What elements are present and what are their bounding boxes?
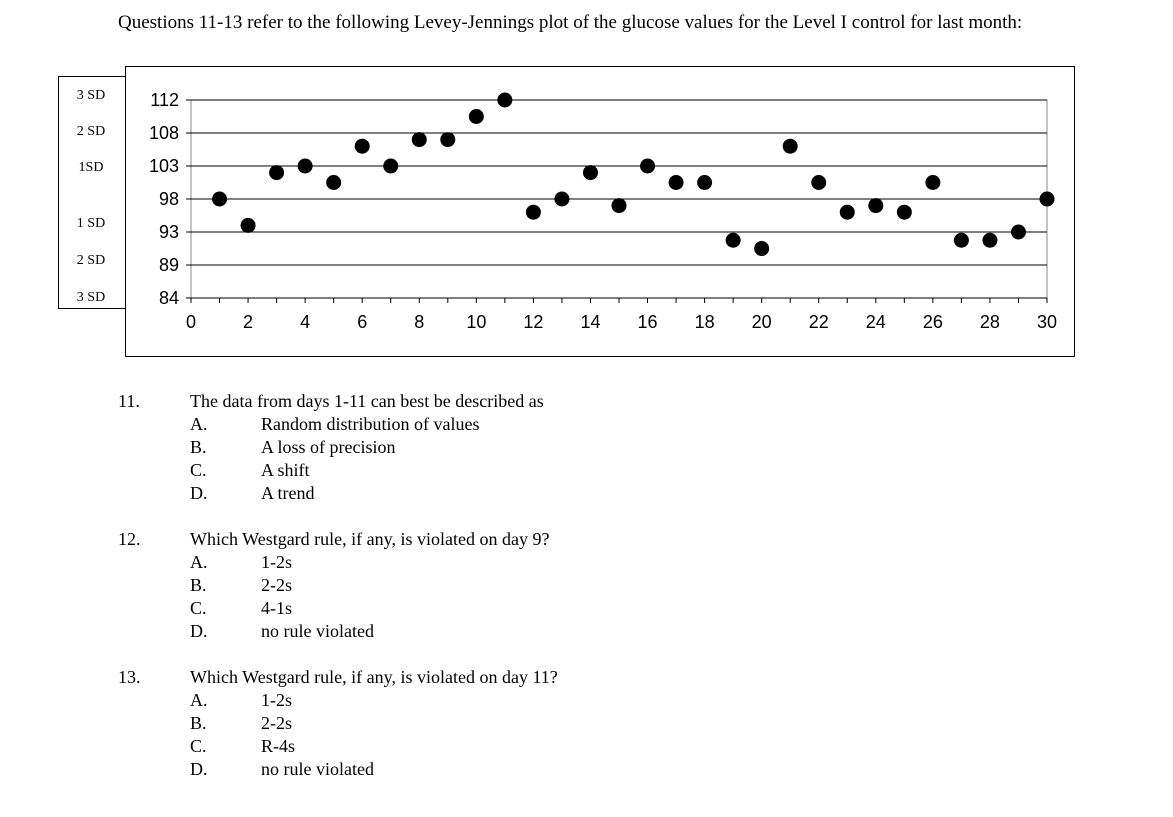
data-point bbox=[355, 139, 370, 154]
option-text: A trend bbox=[261, 483, 315, 503]
option-letter: B. bbox=[190, 713, 207, 733]
question-stem: Which Westgard rule, if any, is violated on day 11? bbox=[190, 667, 558, 687]
x-tick-label: 6 bbox=[357, 312, 368, 332]
option-letter: A. bbox=[190, 690, 208, 710]
option-text: A shift bbox=[261, 460, 310, 480]
data-point bbox=[469, 109, 484, 124]
option-letter: A. bbox=[190, 552, 208, 572]
data-point bbox=[811, 175, 826, 190]
option-text: no rule violated bbox=[261, 759, 374, 779]
x-tick-label: 2 bbox=[243, 312, 254, 332]
data-point bbox=[383, 159, 398, 174]
sd-label: 3 SD bbox=[76, 290, 106, 305]
data-point bbox=[754, 241, 769, 256]
data-point bbox=[497, 93, 512, 108]
data-point bbox=[840, 205, 855, 220]
data-point bbox=[241, 218, 256, 233]
x-tick-label: 24 bbox=[865, 312, 886, 332]
x-tick-label: 26 bbox=[922, 312, 943, 332]
y-tick-label: 89 bbox=[158, 255, 179, 275]
option-text: 1-2s bbox=[261, 690, 292, 710]
data-point bbox=[954, 233, 969, 248]
option-letter: C. bbox=[190, 736, 207, 756]
x-tick-label: 4 bbox=[300, 312, 311, 332]
levey-jennings-chart bbox=[125, 66, 1075, 357]
x-tick-label: 30 bbox=[1036, 312, 1058, 332]
y-tick-label: 93 bbox=[158, 222, 179, 242]
question-number: 11. bbox=[118, 391, 140, 411]
y-tick-label: 84 bbox=[158, 288, 179, 308]
option-text: 4-1s bbox=[261, 598, 292, 618]
y-tick-label: 108 bbox=[148, 123, 179, 143]
data-point bbox=[440, 132, 455, 147]
intro-text: Questions 11-13 refer to the following Levey-Jennings plot of the glucose values for the Level I control for last month: bbox=[118, 12, 1023, 33]
option-letter: C. bbox=[190, 598, 207, 618]
x-tick-label: 16 bbox=[637, 312, 658, 332]
y-tick-label: 98 bbox=[158, 189, 179, 209]
data-point bbox=[669, 175, 684, 190]
option-text: A loss of precision bbox=[261, 437, 396, 457]
data-point bbox=[697, 175, 712, 190]
x-tick-label: 20 bbox=[751, 312, 772, 332]
x-tick-label: 18 bbox=[694, 312, 715, 332]
sd-label: 1 SD bbox=[76, 216, 106, 231]
option-letter: A. bbox=[190, 414, 208, 434]
data-point bbox=[897, 205, 912, 220]
option-text: 2-2s bbox=[261, 575, 292, 595]
x-tick-label: 22 bbox=[808, 312, 829, 332]
option-letter: C. bbox=[190, 460, 207, 480]
sd-label: 3 SD bbox=[76, 88, 106, 103]
sd-label: 2 SD bbox=[76, 253, 106, 268]
data-point bbox=[1011, 225, 1026, 240]
data-point bbox=[269, 165, 284, 180]
option-text: 1-2s bbox=[261, 552, 292, 572]
x-tick-label: 12 bbox=[523, 312, 544, 332]
data-point bbox=[212, 192, 227, 207]
data-point bbox=[526, 205, 541, 220]
option-letter: D. bbox=[190, 483, 208, 503]
data-point bbox=[554, 192, 569, 207]
option-text: Random distribution of values bbox=[261, 414, 480, 434]
x-tick-label: 28 bbox=[979, 312, 1000, 332]
y-tick-label: 112 bbox=[150, 90, 179, 110]
data-point bbox=[726, 233, 741, 248]
option-text: 2-2s bbox=[261, 713, 292, 733]
data-point bbox=[982, 233, 997, 248]
y-tick-label: 103 bbox=[148, 156, 179, 176]
option-text: R-4s bbox=[261, 736, 296, 756]
x-tick-label: 14 bbox=[580, 312, 601, 332]
question-stem: The data from days 1-11 can best be described as bbox=[190, 391, 544, 411]
sd-label: 1SD bbox=[78, 160, 104, 175]
option-letter: D. bbox=[190, 621, 208, 641]
data-point bbox=[612, 198, 627, 213]
data-point bbox=[326, 175, 341, 190]
data-point bbox=[925, 175, 940, 190]
x-tick-label: 10 bbox=[466, 312, 487, 332]
question-number: 12. bbox=[118, 529, 141, 549]
sd-label: 2 SD bbox=[76, 124, 106, 139]
data-point bbox=[412, 132, 427, 147]
data-point bbox=[298, 159, 313, 174]
option-letter: B. bbox=[190, 437, 207, 457]
chart-svg bbox=[126, 67, 1076, 358]
x-tick-label: 0 bbox=[185, 312, 197, 332]
option-letter: D. bbox=[190, 759, 208, 779]
option-letter: B. bbox=[190, 575, 207, 595]
data-point bbox=[583, 165, 598, 180]
data-point bbox=[783, 139, 798, 154]
question-stem: Which Westgard rule, if any, is violated on day 9? bbox=[190, 529, 550, 549]
data-point bbox=[1040, 192, 1055, 207]
data-point bbox=[640, 159, 655, 174]
x-tick-label: 8 bbox=[414, 312, 425, 332]
question-number: 13. bbox=[118, 667, 141, 687]
data-point bbox=[868, 198, 883, 213]
option-text: no rule violated bbox=[261, 621, 374, 641]
